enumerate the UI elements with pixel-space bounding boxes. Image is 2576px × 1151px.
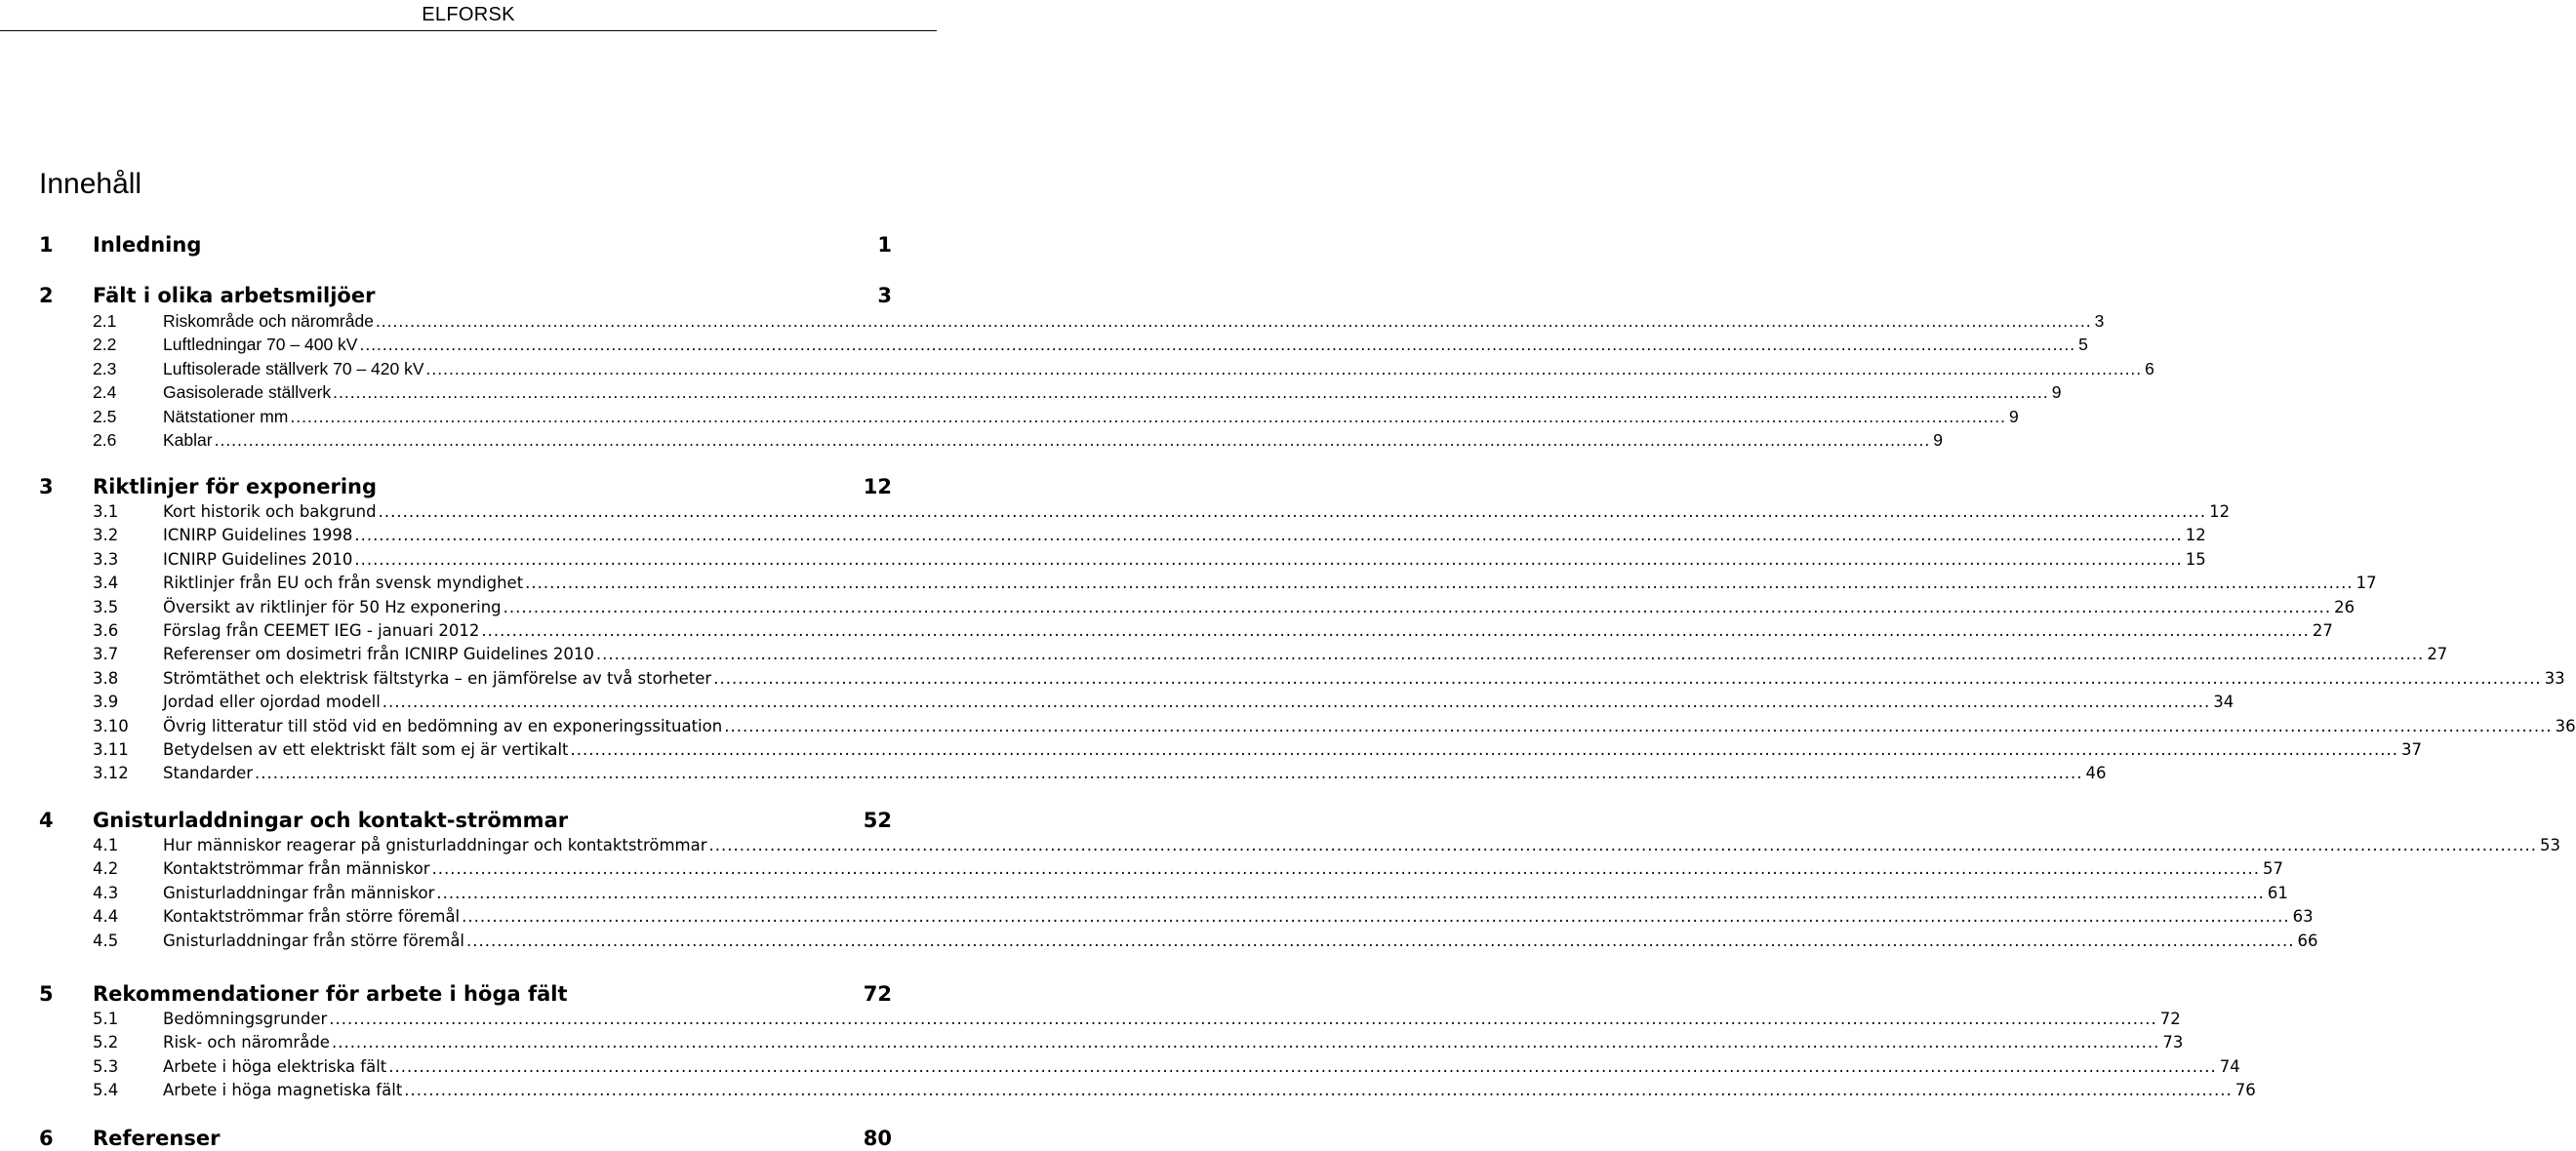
- section-number: 2.5: [93, 406, 117, 426]
- toc-chapter[interactable]: [0, 982, 937, 1006]
- section-number: 4.5: [93, 931, 119, 950]
- section-title: Förslag från CEEMET IEG - januari 2012: [163, 621, 480, 640]
- section-page: 9: [2009, 406, 2019, 426]
- toc-section[interactable]: [93, 334, 2088, 355]
- toc-chapter[interactable]: [0, 1127, 937, 1150]
- dot-leader: ............................................................................................................................................................................................................................................................................................................: [570, 740, 2398, 759]
- toc-section[interactable]: [93, 716, 2576, 737]
- section-title: Risk- och närområde: [163, 1033, 330, 1052]
- dot-leader: ............................................................................................................................................................................................................................................................................................................: [724, 716, 2553, 735]
- dot-leader: ............................................................................................................................................................................................................................................................................................................: [329, 1010, 2157, 1028]
- dot-leader: ............................................................................................................................................................................................................................................................................................................: [255, 764, 2083, 783]
- section-number: 3.9: [93, 693, 119, 712]
- section-page: 72: [2159, 1010, 2181, 1028]
- section-number: 3.5: [93, 597, 119, 616]
- chapter-page: 3: [877, 284, 892, 307]
- header-title: ELFORSK: [422, 4, 515, 25]
- section-page: 26: [2334, 597, 2355, 616]
- section-title: Gnisturladdningar från större föremål: [163, 931, 465, 950]
- toc-section[interactable]: [93, 1080, 2256, 1101]
- dot-leader: ............................................................................................................................................................................................................................................................................................................: [354, 549, 2183, 569]
- section-page: 66: [2297, 931, 2318, 950]
- dot-leader: ............................................................................................................................................................................................................................................................................................................: [595, 645, 2425, 664]
- section-number: 3.2: [93, 526, 119, 545]
- dot-leader: ............................................................................................................................................................................................................................................................................................................: [525, 574, 2354, 593]
- section-page: 76: [2234, 1081, 2256, 1100]
- section-number: 2.2: [93, 335, 117, 355]
- dot-leader: ............................................................................................................................................................................................................................................................................................................: [375, 311, 2092, 331]
- section-title: Referenser om dosimetri från ICNIRP Guidelines 2010: [163, 645, 594, 664]
- toc-chapter[interactable]: [0, 809, 937, 832]
- section-title: Bedömningsgrunder: [163, 1010, 328, 1028]
- section-page: 73: [2162, 1033, 2184, 1052]
- dot-leader: ............................................................................................................................................................................................................................................................................................................: [333, 382, 2049, 403]
- section-title: Jordad eller ojordad modell: [163, 693, 381, 712]
- section-title: Kort historik och bakgrund: [163, 502, 377, 521]
- section-page: 12: [2185, 526, 2206, 545]
- section-page: 6: [2145, 358, 2154, 378]
- section-title: ICNIRP Guidelines 2010: [163, 549, 353, 569]
- toc-section[interactable]: [93, 644, 2448, 665]
- section-number: 3.6: [93, 621, 119, 640]
- section-number: 4.2: [93, 859, 119, 879]
- toc-section[interactable]: [93, 1056, 2240, 1078]
- dot-leader: ............................................................................................................................................................................................................................................................................................................: [331, 1033, 2160, 1052]
- section-number: 4.1: [93, 836, 119, 854]
- section-number: 3.10: [93, 716, 129, 735]
- section-title: Riktlinjer från EU och från svensk myndighet: [163, 574, 524, 593]
- dot-leader: ............................................................................................................................................................................................................................................................................................................: [466, 931, 2295, 950]
- section-title: Hur människor reagerar på gnisturladdningar och kontaktströmmar: [163, 836, 707, 854]
- toc-section[interactable]: [93, 763, 2107, 784]
- section-title: Övrig litteratur till stöd vid en bedömning av en exponeringssituation: [163, 716, 723, 735]
- section-number: 2.1: [93, 311, 117, 331]
- chapter-number: 3: [39, 475, 54, 498]
- toc-section[interactable]: [93, 406, 2019, 427]
- chapter-page: 80: [863, 1127, 892, 1150]
- toc-section[interactable]: [93, 835, 2560, 856]
- dot-leader: ............................................................................................................................................................................................................................................................................................................: [404, 1081, 2233, 1100]
- toc-section[interactable]: [93, 692, 2234, 713]
- section-title: Översikt av riktlinjer för 50 Hz exponering: [163, 597, 502, 616]
- section-page: 36: [2555, 716, 2576, 735]
- section-title: ICNIRP Guidelines 1998: [163, 526, 353, 545]
- chapter-title: Referenser: [93, 1127, 221, 1150]
- toc-section[interactable]: [93, 597, 2355, 618]
- chapter-number: 4: [39, 809, 54, 832]
- section-title: Standarder: [163, 764, 253, 783]
- section-page: 53: [2540, 836, 2560, 854]
- section-page: 33: [2544, 668, 2565, 688]
- toc-section[interactable]: [93, 310, 2105, 332]
- section-page: 27: [2312, 621, 2333, 640]
- chapter-page: 52: [863, 809, 892, 832]
- toc-section[interactable]: [93, 358, 2154, 379]
- toc-section[interactable]: [93, 931, 2318, 952]
- section-number: 3.1: [93, 502, 119, 521]
- section-number: 3.8: [93, 668, 119, 688]
- section-page: 9: [2051, 382, 2062, 403]
- section-title: Gnisturladdningar från människor: [163, 883, 435, 902]
- toc-section[interactable]: [93, 668, 2565, 690]
- chapter-number: 2: [39, 284, 54, 307]
- section-page: 46: [2085, 764, 2107, 783]
- toc-section[interactable]: [93, 525, 2206, 546]
- toc-section[interactable]: [93, 573, 2377, 594]
- section-title: Kontaktströmmar från människor: [163, 859, 430, 879]
- section-number: 4.4: [93, 907, 119, 927]
- dot-leader: ............................................................................................................................................................................................................................................................................................................: [481, 621, 2310, 640]
- section-number: 3.12: [93, 764, 129, 783]
- dot-leader: ............................................................................................................................................................................................................................................................................................................: [462, 907, 2290, 927]
- section-number: 3.4: [93, 574, 119, 593]
- section-page: 27: [2427, 645, 2448, 664]
- chapter-page: 1: [877, 233, 892, 257]
- section-title: Nätstationer mm: [163, 406, 289, 426]
- section-page: 74: [2219, 1056, 2240, 1076]
- chapter-page: 72: [863, 982, 892, 1006]
- section-title: Luftledningar 70 – 400 kV: [163, 335, 358, 355]
- section-number: 2.4: [93, 382, 117, 403]
- section-page: 9: [1933, 430, 1943, 450]
- section-title: Arbete i höga elektriska fält: [163, 1056, 387, 1076]
- section-number: 5.1: [93, 1010, 119, 1028]
- section-title: Strömtäthet och elektrisk fältstyrka – en jämförelse av två storheter: [163, 668, 712, 688]
- chapter-title: Riktlinjer för exponering: [93, 475, 378, 498]
- section-number: 2.6: [93, 430, 117, 450]
- toc-section[interactable]: [93, 1032, 2184, 1053]
- dot-leader: ............................................................................................................................................................................................................................................................................................................: [378, 502, 2207, 521]
- section-page: 37: [2400, 740, 2422, 759]
- section-number: 3.3: [93, 549, 119, 569]
- section-title: Riskområde och närområde: [163, 311, 374, 331]
- dot-leader: ............................................................................................................................................................................................................................................................................................................: [708, 836, 2537, 854]
- dot-leader: ............................................................................................................................................................................................................................................................................................................: [354, 526, 2183, 545]
- chapter-title: Inledning: [93, 233, 202, 257]
- section-page: 57: [2263, 859, 2284, 879]
- section-page: 3: [2094, 311, 2105, 331]
- toc-section[interactable]: [93, 501, 2231, 523]
- toc-section[interactable]: [93, 620, 2333, 642]
- section-title: Gasisolerade ställverk: [163, 382, 332, 403]
- dot-leader: ............................................................................................................................................................................................................................................................................................................: [713, 668, 2542, 688]
- section-page: 5: [2078, 335, 2088, 355]
- chapter-page: 12: [863, 475, 892, 498]
- dot-leader: ............................................................................................................................................................................................................................................................................................................: [388, 1056, 2217, 1076]
- chapter-title: Fält i olika arbetsmiljöer: [93, 284, 376, 307]
- section-number: 5.4: [93, 1081, 119, 1100]
- chapter-number: 6: [39, 1127, 54, 1150]
- dot-leader: ............................................................................................................................................................................................................................................................................................................: [503, 597, 2332, 616]
- toc-section[interactable]: [93, 739, 2422, 761]
- dot-leader: ............................................................................................................................................................................................................................................................................................................: [425, 358, 2143, 378]
- section-page: 34: [2213, 693, 2234, 712]
- dot-leader: ............................................................................................................................................................................................................................................................................................................: [436, 883, 2265, 902]
- toc-chapter[interactable]: [0, 233, 937, 257]
- section-number: 4.3: [93, 883, 119, 902]
- section-title: Luftisolerade ställverk 70 – 420 kV: [163, 358, 424, 378]
- toc-section[interactable]: [93, 906, 2314, 928]
- chapter-number: 1: [39, 233, 54, 257]
- section-number: 2.3: [93, 358, 117, 378]
- dot-leader: ............................................................................................................................................................................................................................................................................................................: [359, 335, 2076, 355]
- toc-chapter[interactable]: [0, 284, 937, 307]
- toc-section[interactable]: [93, 858, 2284, 880]
- dot-leader: ............................................................................................................................................................................................................................................................................................................: [290, 406, 2006, 426]
- section-page: 17: [2355, 574, 2377, 593]
- section-title: Kablar: [163, 430, 213, 450]
- chapter-title: Gnisturladdningar och kontakt-strömmar: [93, 809, 569, 832]
- chapter-number: 5: [39, 982, 54, 1006]
- section-number: 5.2: [93, 1033, 119, 1052]
- section-title: Betydelsen av ett elektriskt fält som ej är vertikalt: [163, 740, 569, 759]
- toc-section[interactable]: [93, 1009, 2181, 1030]
- section-number: 3.11: [93, 740, 129, 759]
- section-page: 15: [2185, 549, 2206, 569]
- section-number: 5.3: [93, 1056, 119, 1076]
- chapter-title: Rekommendationer för arbete i höga fält: [93, 982, 568, 1006]
- toc-section[interactable]: [93, 381, 2062, 403]
- toc-section[interactable]: [93, 549, 2206, 571]
- toc-title: Innehåll: [39, 168, 142, 200]
- toc-section[interactable]: [93, 883, 2288, 904]
- toc-chapter[interactable]: [0, 475, 937, 498]
- section-page: 12: [2209, 502, 2231, 521]
- section-number: 3.7: [93, 645, 119, 664]
- dot-leader: ............................................................................................................................................................................................................................................................................................................: [214, 430, 1931, 450]
- section-title: Kontaktströmmar från större föremål: [163, 907, 461, 927]
- page-header: [0, 0, 937, 31]
- dot-leader: ............................................................................................................................................................................................................................................................................................................: [431, 859, 2261, 879]
- section-page: 63: [2292, 907, 2314, 927]
- toc-section[interactable]: [93, 429, 1943, 451]
- dot-leader: ............................................................................................................................................................................................................................................................................................................: [382, 693, 2211, 712]
- section-page: 61: [2267, 883, 2288, 902]
- section-title: Arbete i höga magnetiska fält: [163, 1081, 403, 1100]
